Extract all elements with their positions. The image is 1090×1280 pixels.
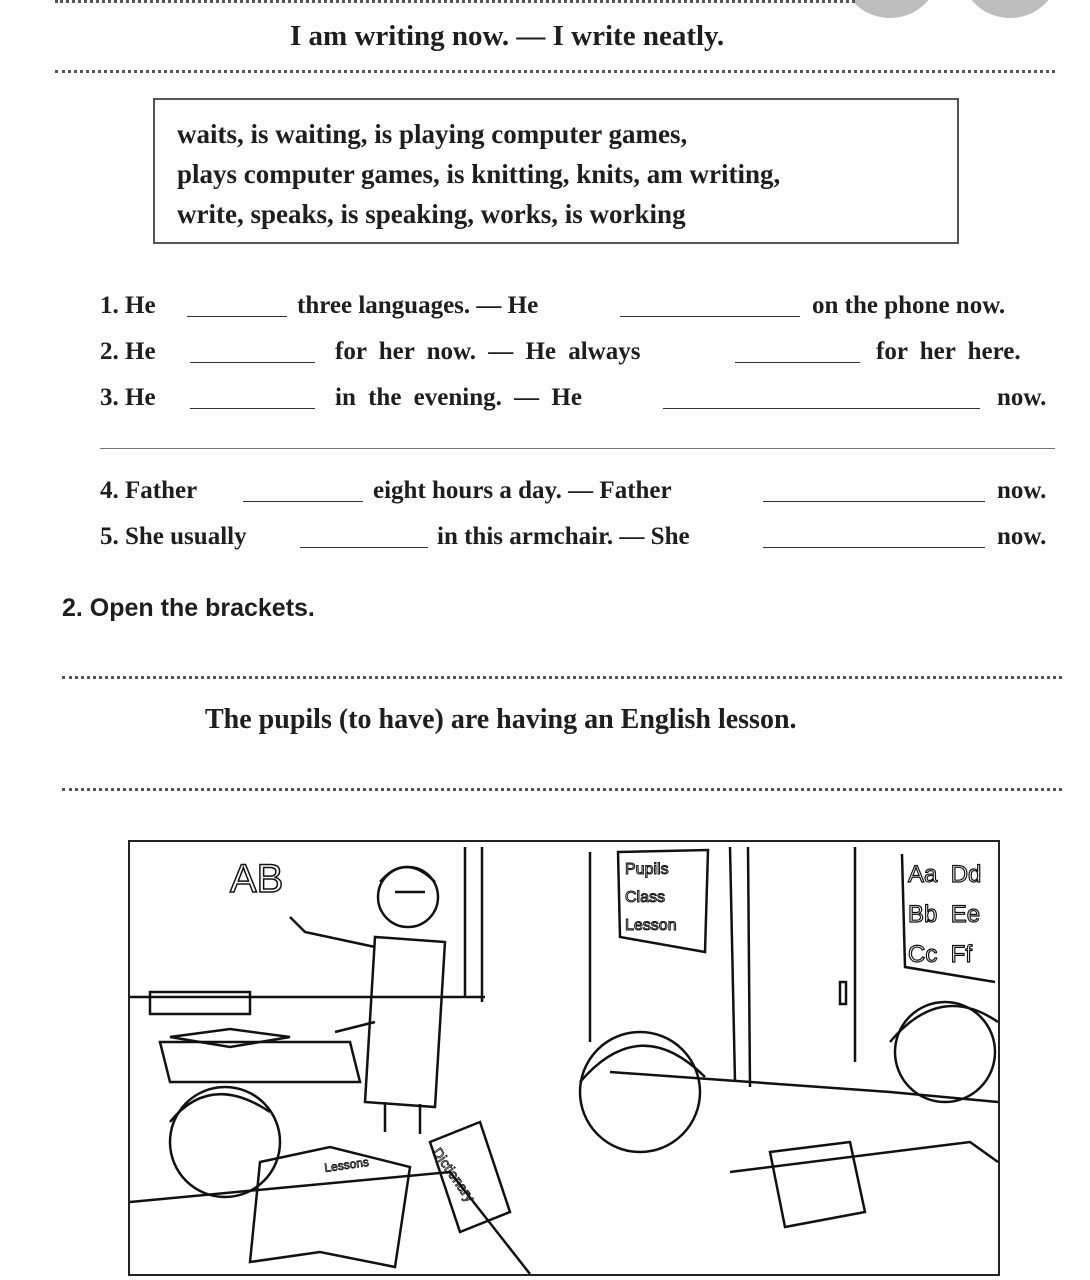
dotted-divider — [55, 0, 855, 3]
exercise-item — [0, 384, 1090, 418]
word-box-line: write, speaks, is speaking, works, is working — [177, 199, 686, 229]
pupil-figure — [170, 1002, 998, 1197]
answer-blank[interactable] — [190, 408, 315, 409]
exercise-item — [0, 523, 1090, 557]
item-text: in the evening. — He — [335, 384, 582, 411]
teacher-figure — [290, 867, 445, 1134]
item-text: in this armchair. — She — [437, 523, 690, 550]
item-text: for her now. — He always — [335, 338, 641, 365]
exercise-item — [0, 477, 1090, 511]
book-label: Lessons — [323, 1154, 370, 1175]
dictionary-book — [430, 1122, 510, 1232]
item-text: 4. Father — [100, 477, 198, 504]
alphabet-row: Cc Ff — [908, 941, 972, 968]
poster-word: Pupils — [625, 861, 669, 878]
classroom-illustration — [128, 840, 1000, 1276]
exercise-item — [0, 292, 1090, 326]
dotted-divider — [55, 70, 1055, 73]
exercise-heading: 2. Open the brackets. — [62, 594, 315, 622]
answer-blank[interactable] — [190, 362, 315, 363]
item-text: 1. He — [100, 292, 156, 319]
item-text: 2. He — [100, 338, 156, 365]
word-poster — [618, 850, 708, 952]
word-box — [153, 98, 959, 244]
exercise-item — [0, 338, 1090, 372]
exercise2-example: The pupils (to have) are having an English lesson. — [205, 704, 797, 735]
alphabet-row: Aa Dd — [908, 861, 982, 888]
blackboard-letters: AB — [230, 857, 284, 901]
dotted-divider — [62, 676, 1062, 679]
dotted-divider — [62, 788, 1062, 791]
word-box-line: waits, is waiting, is playing computer games, — [177, 119, 688, 149]
answer-blank[interactable] — [620, 316, 800, 317]
alphabet-poster — [902, 854, 995, 982]
answer-blank[interactable] — [300, 547, 428, 548]
decorative-circle — [840, 0, 940, 18]
item-text: for her here. — [876, 338, 1021, 365]
answer-blank[interactable] — [243, 501, 363, 502]
answer-blank[interactable] — [735, 362, 860, 363]
example-sentence: I am writing now. — I write neatly. — [290, 20, 725, 52]
word-box-line: plays computer games, is knitting, knits, am writing, — [177, 159, 781, 189]
item-text: 5. She usually — [100, 523, 247, 550]
answer-blank[interactable] — [763, 501, 985, 502]
item-text: on the phone now. — [812, 292, 1006, 319]
item-text: three languages. — He — [297, 292, 539, 319]
book-label: Dictionary — [429, 1144, 479, 1205]
answer-blank[interactable] — [763, 547, 985, 548]
poster-word: Lesson — [625, 917, 677, 934]
item-text: eight hours a day. — Father — [373, 477, 672, 504]
item-text: 3. He — [100, 384, 156, 411]
item-text: now. — [997, 384, 1047, 411]
section-divider — [100, 448, 1055, 449]
poster-word: Class — [625, 889, 666, 906]
answer-blank[interactable] — [187, 316, 287, 317]
item-text: now. — [997, 523, 1047, 550]
alphabet-row: Bb Ee — [908, 901, 981, 928]
item-text: now. — [997, 477, 1047, 504]
answer-blank[interactable] — [663, 408, 980, 409]
blackboard — [130, 847, 485, 1002]
decorative-circle — [960, 0, 1060, 18]
